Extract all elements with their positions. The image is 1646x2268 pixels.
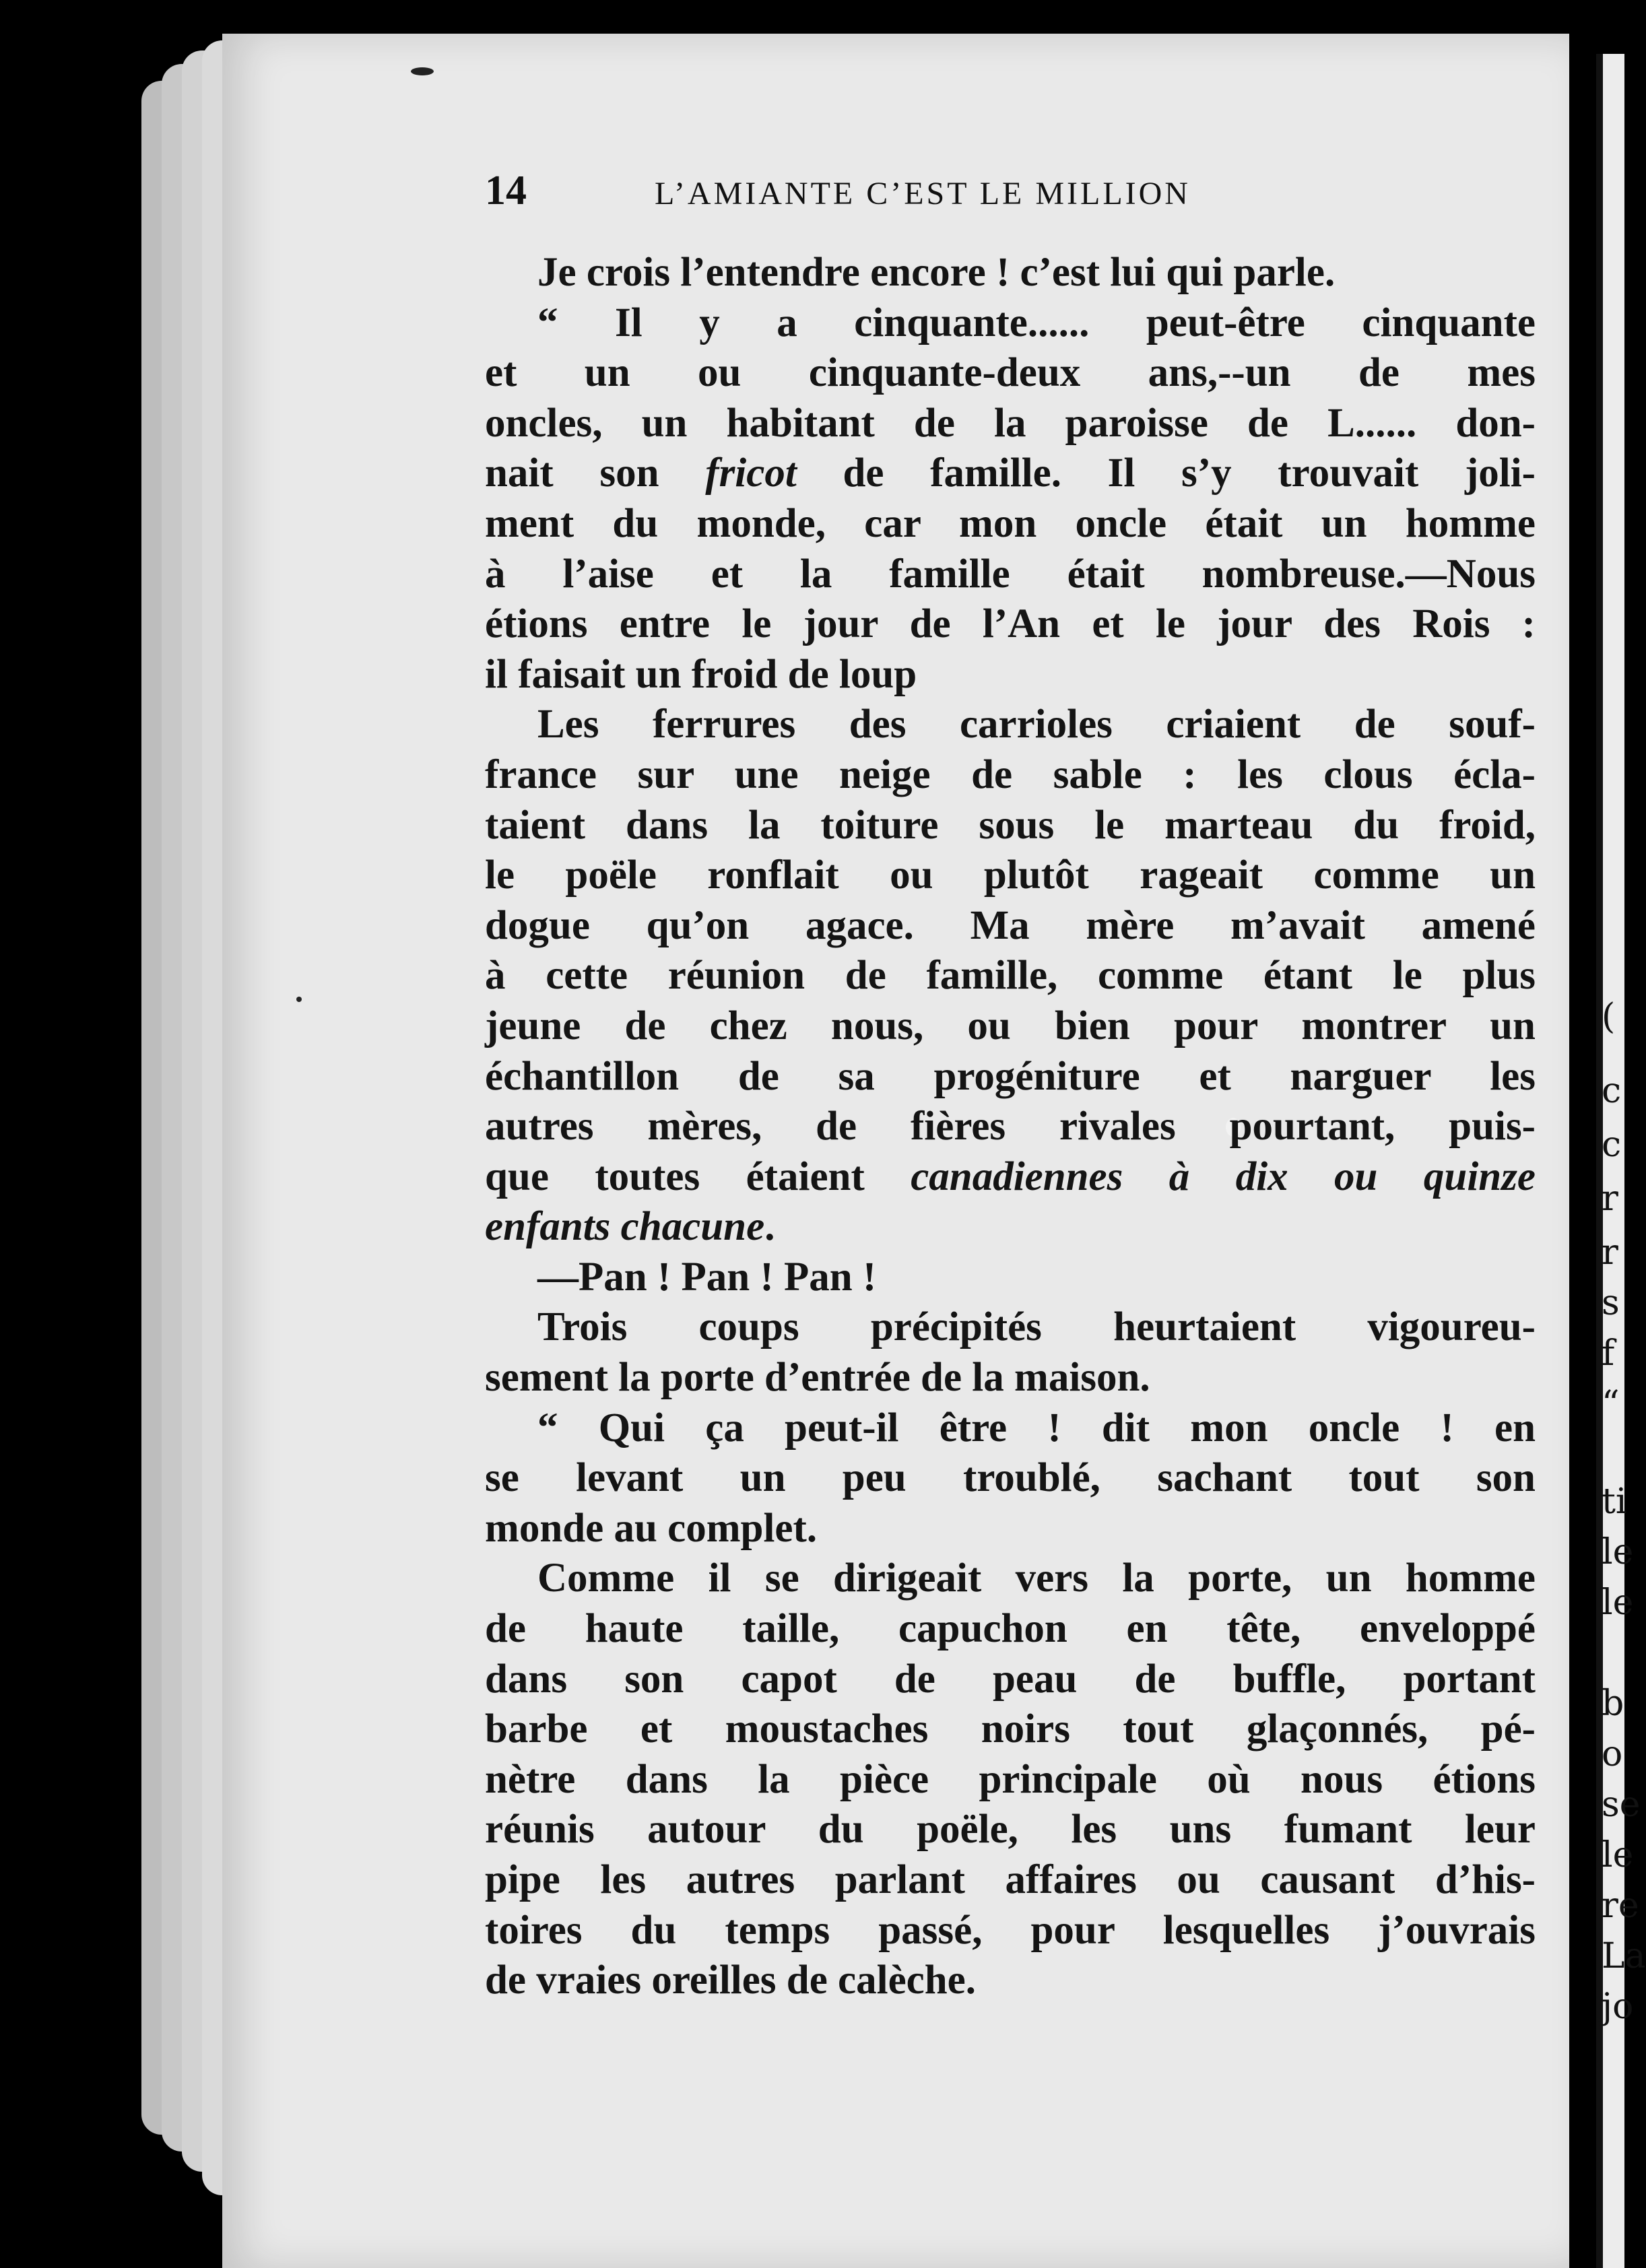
text-line: étions entre le jour de l’An et le jour des Rois :: [485, 601, 1536, 647]
text-run: nait son: [485, 451, 706, 496]
facing-page-fragment: o: [1602, 1734, 1623, 1774]
text-line: “ Il y a cinquante...... peut-être cinquante: [537, 300, 1536, 345]
text-line: et un ou cinquante-deux ans,--un de mes: [485, 350, 1536, 396]
text-line: taient dans la toiture sous le marteau du froid,: [485, 802, 1536, 848]
text-line: sement la porte d’entrée de la maison.: [485, 1355, 1150, 1401]
text-line: nètre dans la pièce principale où nous étions: [485, 1756, 1536, 1802]
scan-speck: [411, 67, 434, 75]
facing-page-fragment: le: [1602, 1835, 1634, 1875]
text-line: —Pan ! Pan ! Pan !: [537, 1254, 877, 1300]
facing-page-fragment: f: [1602, 1333, 1615, 1374]
text-line: réunis autour du poële, les uns fumant leur: [485, 1807, 1536, 1853]
text-line: oncles, un habitant de la paroisse de L...... don-: [485, 400, 1536, 446]
text-line: [485, 1202, 1536, 1253]
text-run: de famille. Il s’y trouvait joli-: [796, 451, 1536, 496]
facing-page-fragment: s: [1602, 1283, 1620, 1323]
facing-page-fragment: se: [1602, 1785, 1641, 1825]
facing-page-fragment: re: [1602, 1886, 1639, 1926]
text-line: le poële ronflait ou plutôt rageait comme un: [485, 853, 1536, 898]
facing-page-fragment: r: [1602, 1232, 1618, 1273]
text-line: à l’aise et la famille était nombreuse.—Nous: [485, 551, 1536, 597]
facing-page-fragment: r: [1602, 1178, 1618, 1219]
text-line: pipe les autres parlant affaires ou causant d’his-: [485, 1857, 1536, 1902]
text-line: Les ferrures des carrioles criaient de souf-: [537, 702, 1536, 747]
facing-page-fragment: c: [1602, 1071, 1622, 1111]
facing-page-fragment: le: [1602, 1582, 1634, 1623]
text-line: de vraies oreilles de calèche.: [485, 1958, 976, 2003]
page-number: 14: [485, 168, 527, 213]
facing-page-fragment: c: [1602, 1125, 1622, 1165]
facing-page-fragment: ti: [1602, 1481, 1627, 1522]
italic-run: enfants chacune: [485, 1204, 765, 1250]
running-title: L’AMIANTE C’EST LE MILLION: [655, 176, 1191, 211]
facing-page-fragment: (: [1602, 997, 1616, 1037]
text-line: [485, 448, 1536, 499]
text-line: autres mères, de fières rivales pourtant, puis-: [485, 1104, 1536, 1149]
text-line: dogue qu’on agace. Ma mère m’avait amené: [485, 902, 1536, 948]
text-line: Trois coups précipités heurtaient vigoureu-: [537, 1304, 1536, 1350]
text-line: jeune de chez nous, ou bien pour montrer un: [485, 1003, 1536, 1048]
italic-run: fricot: [705, 451, 797, 496]
text-line: [485, 1152, 1536, 1203]
italic-run: canadiennes à dix ou quinze: [911, 1154, 1536, 1199]
facing-page-fragment: b: [1602, 1683, 1624, 1724]
text-line: “ Qui ça peut-il être ! dit mon oncle ! en: [537, 1405, 1536, 1450]
text-line: Je crois l’entendre encore ! c’est lui qui parle.: [537, 250, 1336, 295]
text-line: il faisait un froid de loup: [485, 651, 917, 697]
text-run: que toutes étaient: [485, 1154, 911, 1199]
facing-page-fragment: jo: [1602, 1987, 1634, 2027]
text-line: monde au complet.: [485, 1505, 818, 1551]
facing-page-fragment: La: [1602, 1936, 1646, 1976]
text-line: dans son capot de peau de buffle, portant: [485, 1656, 1536, 1702]
text-run: .: [764, 1204, 775, 1250]
scan-speck: [296, 997, 302, 1002]
text-line: barbe et moustaches noirs tout glaçonnés, pé-: [485, 1706, 1536, 1752]
text-line: échantillon de sa progéniture et narguer les: [485, 1053, 1536, 1099]
text-line: de haute taille, capuchon en tête, enveloppé: [485, 1606, 1536, 1652]
facing-page-fragment: le: [1602, 1532, 1634, 1572]
text-line: se levant un peu troublé, sachant tout son: [485, 1455, 1536, 1501]
facing-page-fragment: “: [1602, 1384, 1620, 1424]
text-line: france sur une neige de sable : les clous écla-: [485, 752, 1536, 797]
text-line: Comme il se dirigeait vers la porte, un homme: [537, 1556, 1536, 1601]
text-line: toires du temps passé, pour lesquelles j’ouvrais: [485, 1907, 1536, 1953]
text-line: ment du monde, car mon oncle était un homme: [485, 500, 1536, 546]
body-text: [485, 248, 1536, 2006]
text-line: à cette réunion de famille, comme étant le plus: [485, 953, 1536, 999]
